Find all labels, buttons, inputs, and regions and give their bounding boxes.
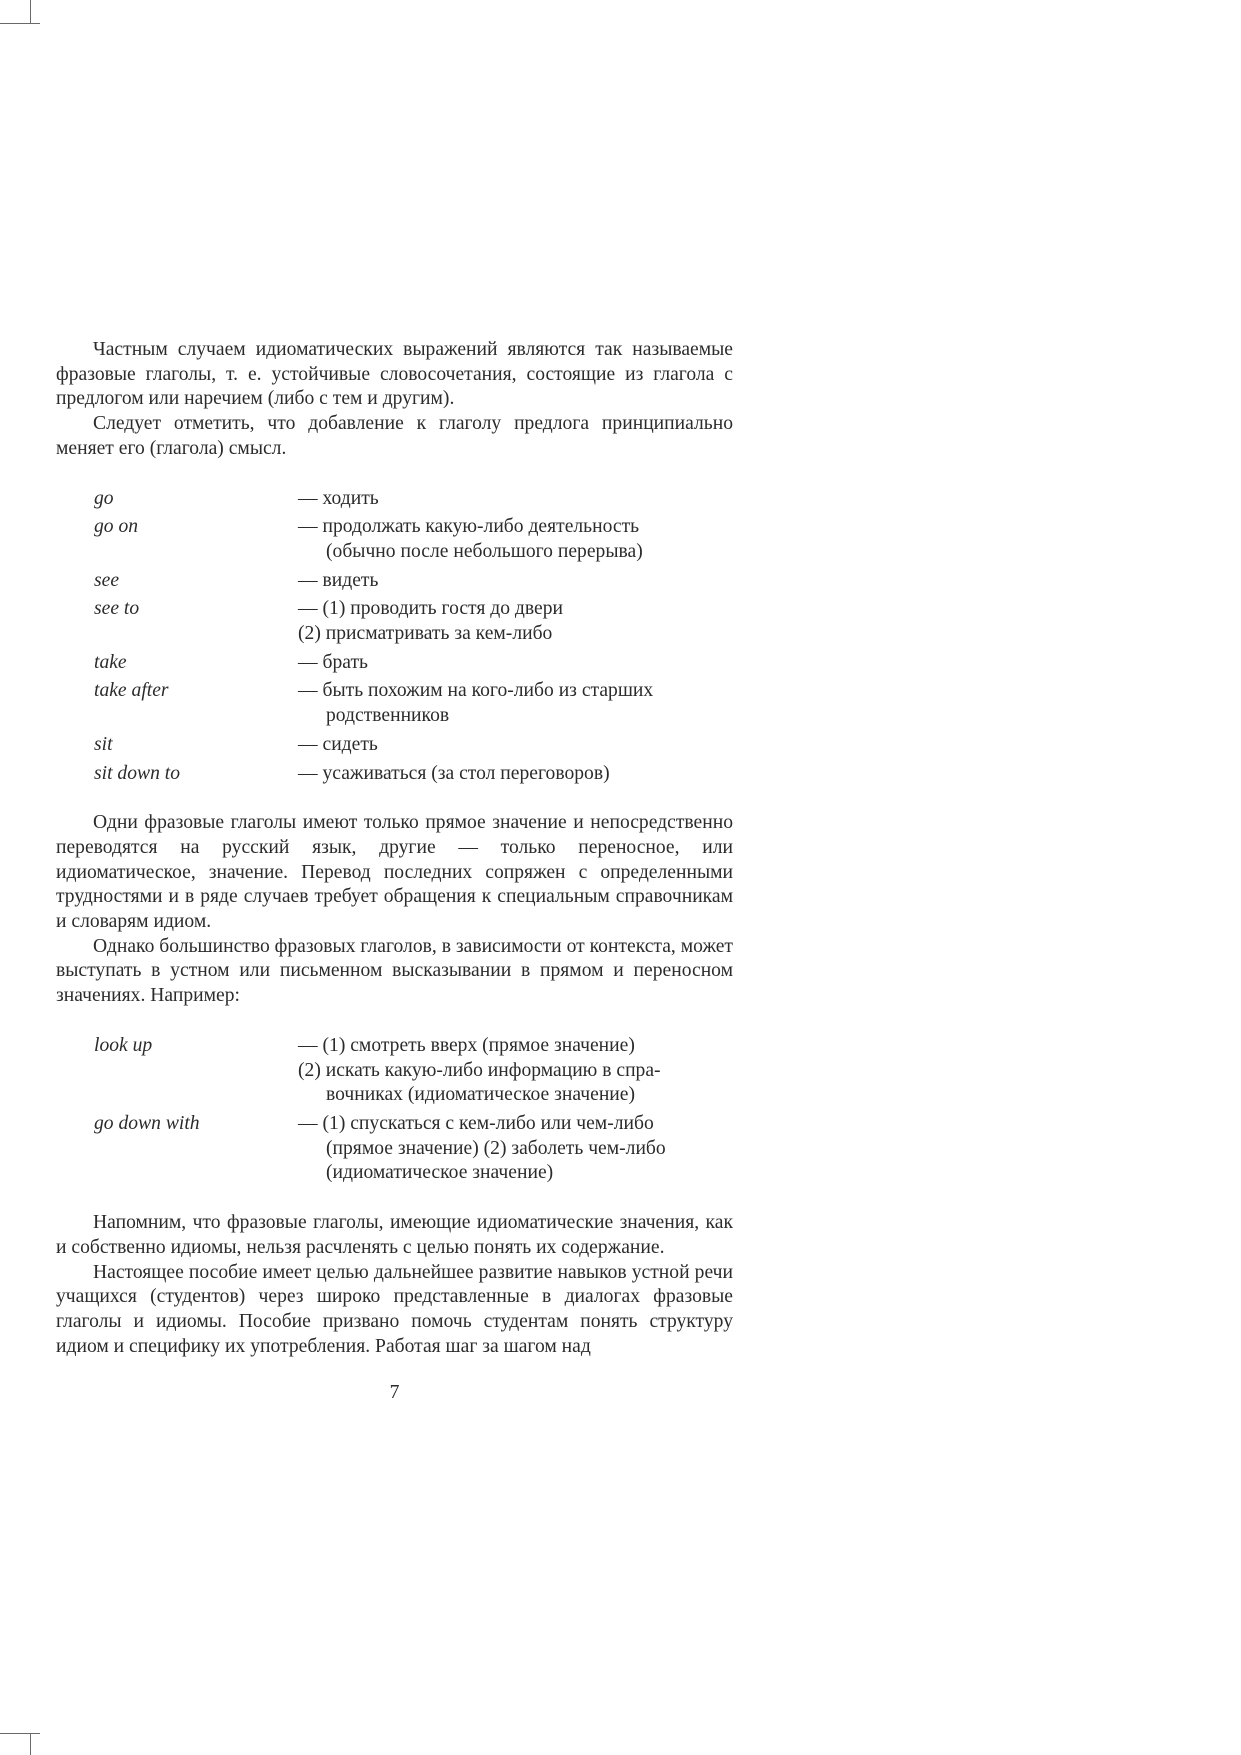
term: go down with — [94, 1112, 200, 1134]
gloss — [298, 651, 733, 676]
term: see to — [94, 598, 140, 620]
term: sit down to — [94, 762, 181, 784]
term: take — [94, 651, 127, 673]
phrasal-verb-list-2 — [56, 1034, 733, 1186]
gloss — [298, 515, 733, 564]
gloss — [298, 1034, 733, 1108]
gloss-line: — (1) проводить гостя до двери — [298, 598, 564, 620]
gloss-line: родственников — [326, 705, 450, 727]
gloss — [298, 487, 733, 512]
gloss-line: (2) искать какую-либо информацию в спра- — [298, 1059, 661, 1081]
gloss — [298, 597, 733, 646]
term: go on — [94, 516, 139, 538]
paragraph: Следует отметить, что добавление к глаголу предлога принципиально меняет его (глагола) смысл. — [56, 413, 733, 459]
term-row — [56, 733, 733, 758]
term-row — [56, 1112, 733, 1186]
phrasal-verb-list-1 — [56, 487, 733, 787]
crop-mark-bottom-left-horizontal — [0, 1733, 40, 1734]
gloss-line: — быть похожим на кого-либо из старших — [298, 680, 654, 702]
page-number: 7 — [389, 1382, 400, 1404]
term-row — [56, 762, 733, 787]
gloss-line: — сидеть — [298, 733, 378, 755]
paragraph: Настоящее пособие имеет целью дальнейшее развитие навыков устной речи учащихся (студентов) через широко представленные в диалогах фразовые глаголы и идиомы. Пособие призвано помочь студентам понять структуру идиом и специфику их употребления. Работая шаг за шагом над — [56, 1261, 733, 1357]
gloss-line: — (1) спускаться с кем-либо или чем-либо — [298, 1112, 654, 1134]
term-row — [56, 679, 733, 728]
crop-mark-top-left-vertical — [30, 0, 31, 24]
gloss — [298, 1112, 733, 1186]
paragraph: Частным случаем идиоматических выражений являются так называемые фразовые глаголы, т. е. устойчивые словосочетания, состоящие из глагола с предлогом или наречием (либо с тем и другим). — [56, 339, 733, 410]
gloss — [298, 679, 733, 728]
gloss — [298, 569, 733, 594]
paragraph: Напомним, что фразовые глаголы, имеющие идиоматические значения, как и собственно идиомы, нельзя расчленять с целью понять их содержание. — [56, 1212, 733, 1258]
gloss-line: — (1) смотреть вверх (прямое значение) — [298, 1034, 635, 1056]
gloss-line: вочниках (идиоматическое значение) — [326, 1084, 636, 1106]
gloss — [298, 762, 733, 787]
page-body — [56, 338, 733, 1406]
gloss-line: — продолжать какую-либо деятельность — [298, 516, 640, 538]
crop-mark-bottom-left-vertical — [30, 1733, 31, 1755]
term: sit — [94, 733, 113, 755]
term: see — [94, 569, 120, 591]
gloss-line: — видеть — [298, 569, 379, 591]
term: go — [94, 487, 114, 509]
term: take after — [94, 680, 169, 702]
gloss-line: (обычно после небольшого перерыва) — [326, 540, 643, 562]
paragraph: Однако большинство фразовых глаголов, в зависимости от контекста, может выступать в устном или письменном высказывании в прямом и переносном значениях. Например: — [56, 935, 733, 1007]
crop-mark-top-left-horizontal — [0, 23, 40, 24]
term-row — [56, 569, 733, 594]
gloss — [298, 733, 733, 758]
term-row — [56, 487, 733, 512]
gloss-line: — брать — [298, 651, 368, 673]
term-row — [56, 1034, 733, 1108]
paragraph: Одни фразовые глаголы имеют только прямое значение и непосредственно переводятся на русский язык, другие — только переносное, или идиоматическое, значение. Перевод последних сопряжен с определенными трудностями и в ряде случаев требует обращения к специальным справочникам и словарям идиом. — [56, 812, 733, 933]
gloss-line: (идиоматическое значение) — [326, 1162, 554, 1184]
term-row — [56, 651, 733, 676]
gloss-line: — ходить — [298, 487, 379, 509]
term: look up — [94, 1034, 153, 1056]
gloss-line: — усаживаться (за стол переговоров) — [298, 762, 610, 784]
gloss-line: (2) присматривать за кем-либо — [298, 623, 553, 645]
gloss-line: (прямое значение) (2) заболеть чем-либо — [326, 1137, 666, 1159]
term-row — [56, 597, 733, 646]
term-row — [56, 515, 733, 564]
